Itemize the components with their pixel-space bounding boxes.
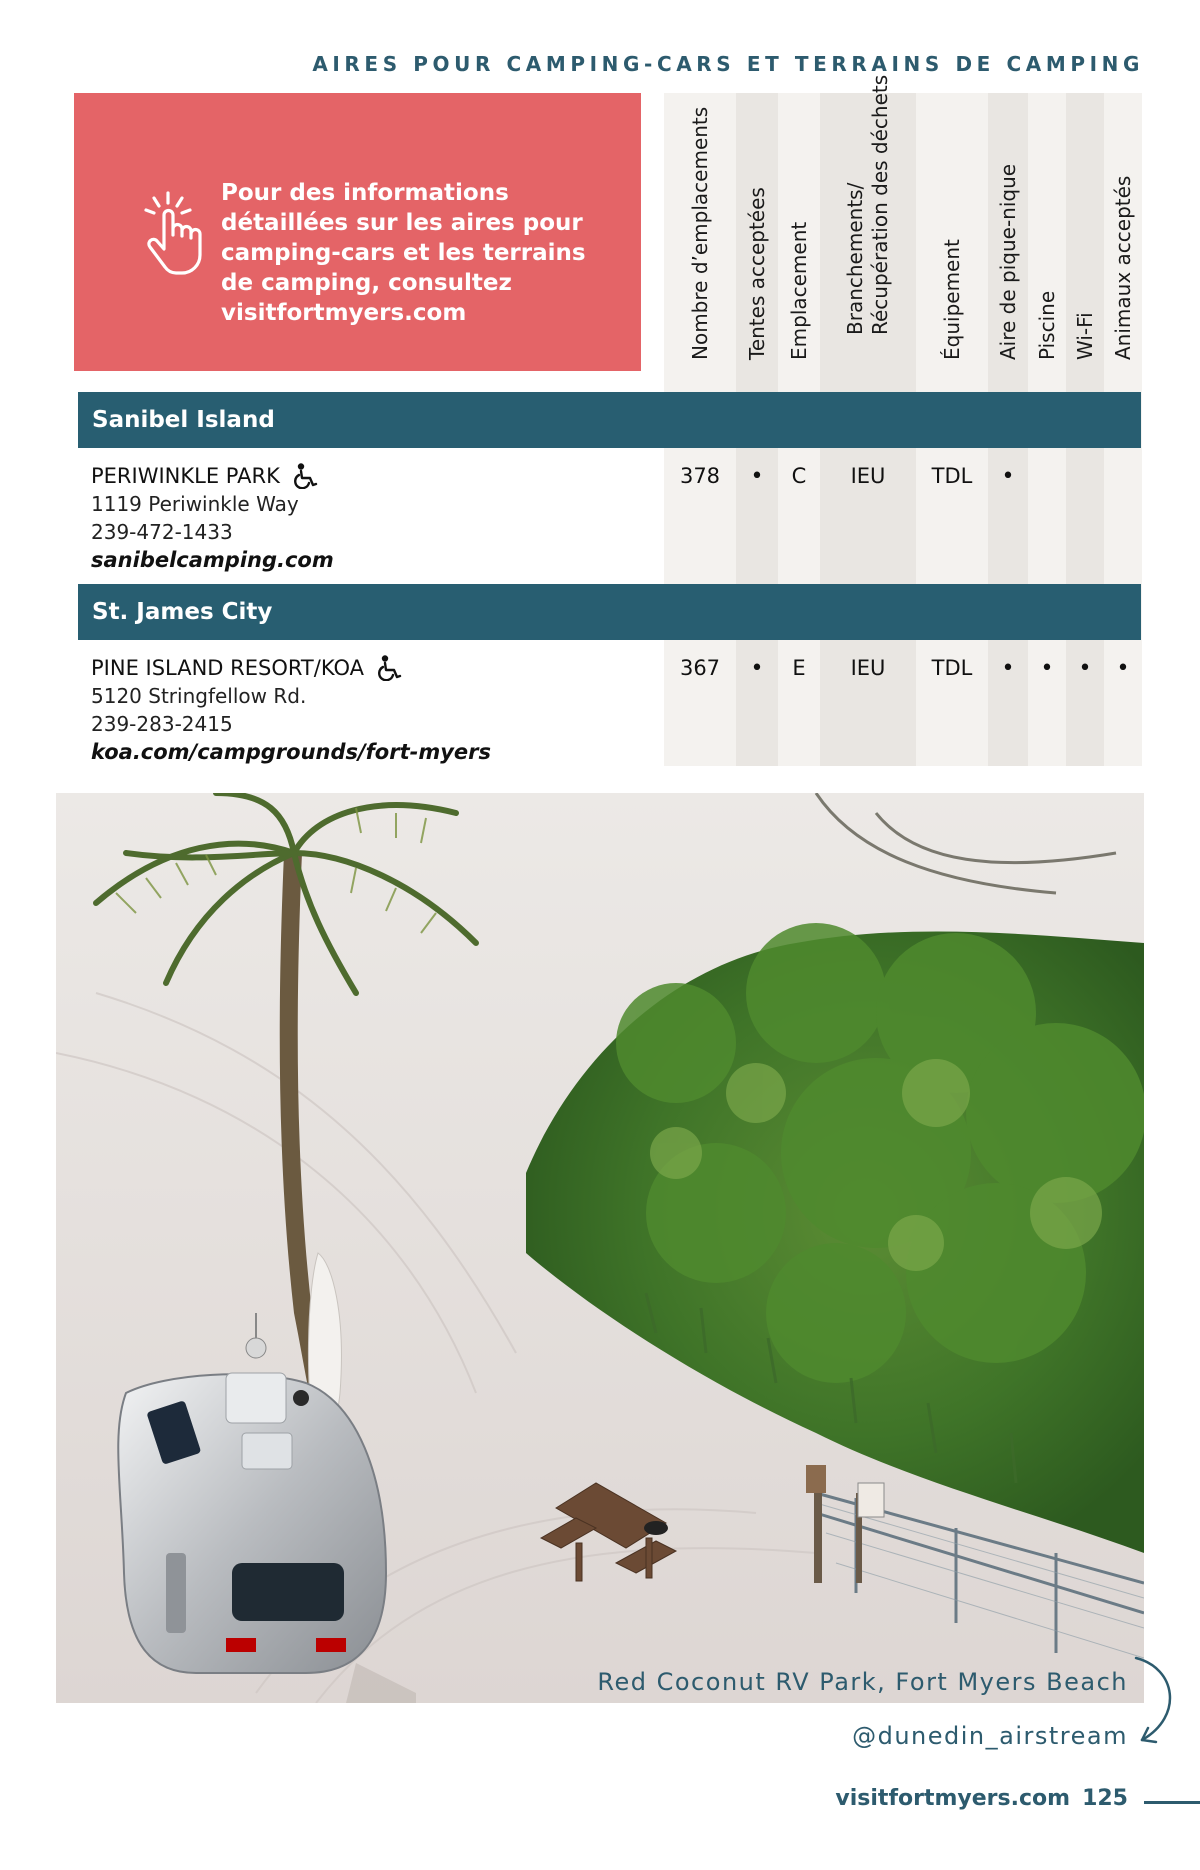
region-header: St. James City: [78, 584, 1141, 640]
column-header: [736, 93, 778, 385]
cell-pool: •: [1040, 656, 1054, 681]
column-header: [1104, 93, 1142, 385]
park-phone[interactable]: 239-472-1433: [91, 520, 233, 544]
cell-tents: •: [750, 464, 764, 489]
footer-rule: [1144, 1801, 1200, 1804]
column-header-label: Animaux acceptés: [1111, 175, 1135, 360]
cell-hookups: IEU: [850, 464, 886, 488]
cell-tents: •: [750, 656, 764, 681]
park-name-row: [91, 654, 651, 682]
cell-location: E: [792, 656, 806, 680]
cell-wifi: •: [1078, 656, 1092, 681]
page-footer: [835, 1786, 1128, 1811]
photo-credit[interactable]: @dunedin_airstream: [852, 1722, 1128, 1750]
column-header: [988, 93, 1028, 385]
cell-pets: •: [1116, 656, 1130, 681]
promo-text: Pour des informations détaillées sur les aires pour camping-cars et les terrains de camping, consultez visitfortmyers.com: [221, 180, 586, 326]
cell-equipment: TDL: [931, 464, 973, 488]
footer-site[interactable]: visitfortmyers.com: [835, 1786, 1071, 1811]
column-header-label: Tentes acceptées: [745, 187, 769, 360]
column-header-label: Emplacement: [787, 221, 811, 360]
column-header-label: Wi-Fi: [1073, 312, 1097, 360]
tap-hand-icon: [134, 189, 230, 279]
column-header: [1028, 93, 1066, 385]
section-title: AIRES POUR CAMPING-CARS ET TERRAINS DE CAMPING: [312, 52, 1144, 76]
park-website-link[interactable]: koa.com/campgrounds/fort-myers: [91, 740, 492, 764]
column-header-label: Piscine: [1035, 290, 1059, 360]
region-header: Sanibel Island: [78, 392, 1141, 448]
wheelchair-icon: [292, 463, 320, 489]
park-entry: [91, 654, 651, 766]
cell-sites: 378: [679, 464, 721, 488]
promo-box[interactable]: [74, 93, 641, 371]
column-header: [778, 93, 820, 385]
page-number: 125: [1082, 1786, 1128, 1811]
curved-arrow-icon: [1130, 1654, 1184, 1748]
cell-equipment: TDL: [931, 656, 973, 680]
park-website-link[interactable]: sanibelcamping.com: [91, 548, 334, 572]
cell-location: C: [791, 464, 807, 488]
cell-hookups: IEU: [850, 656, 886, 680]
park-name: PINE ISLAND RESORT/KOA: [91, 656, 364, 680]
park-address: 1119 Periwinkle Way: [91, 492, 299, 516]
park-entry: [91, 462, 651, 574]
column-header-label: Équipement: [940, 239, 964, 360]
column-header: [664, 93, 736, 385]
park-phone[interactable]: 239-283-2415: [91, 712, 233, 736]
cell-sites: 367: [679, 656, 721, 680]
park-name-row: [91, 462, 651, 490]
column-header-label: Aire de pique-nique: [996, 163, 1020, 360]
column-header-label: Nombre d’emplacements: [688, 106, 712, 360]
cell-picnic: •: [1001, 656, 1015, 681]
wheelchair-icon: [376, 655, 404, 681]
campground-photo: [56, 793, 1144, 1703]
park-address: 5120 Stringfellow Rd.: [91, 684, 307, 708]
column-header: [1066, 93, 1104, 385]
cell-picnic: •: [1001, 464, 1015, 489]
column-header-label: Branchements/ Récupération des déchets: [843, 74, 892, 335]
column-header: [820, 74, 916, 385]
column-header: [916, 93, 988, 385]
park-name: PERIWINKLE PARK: [91, 464, 280, 488]
photo-caption: Red Coconut RV Park, Fort Myers Beach: [597, 1668, 1128, 1696]
